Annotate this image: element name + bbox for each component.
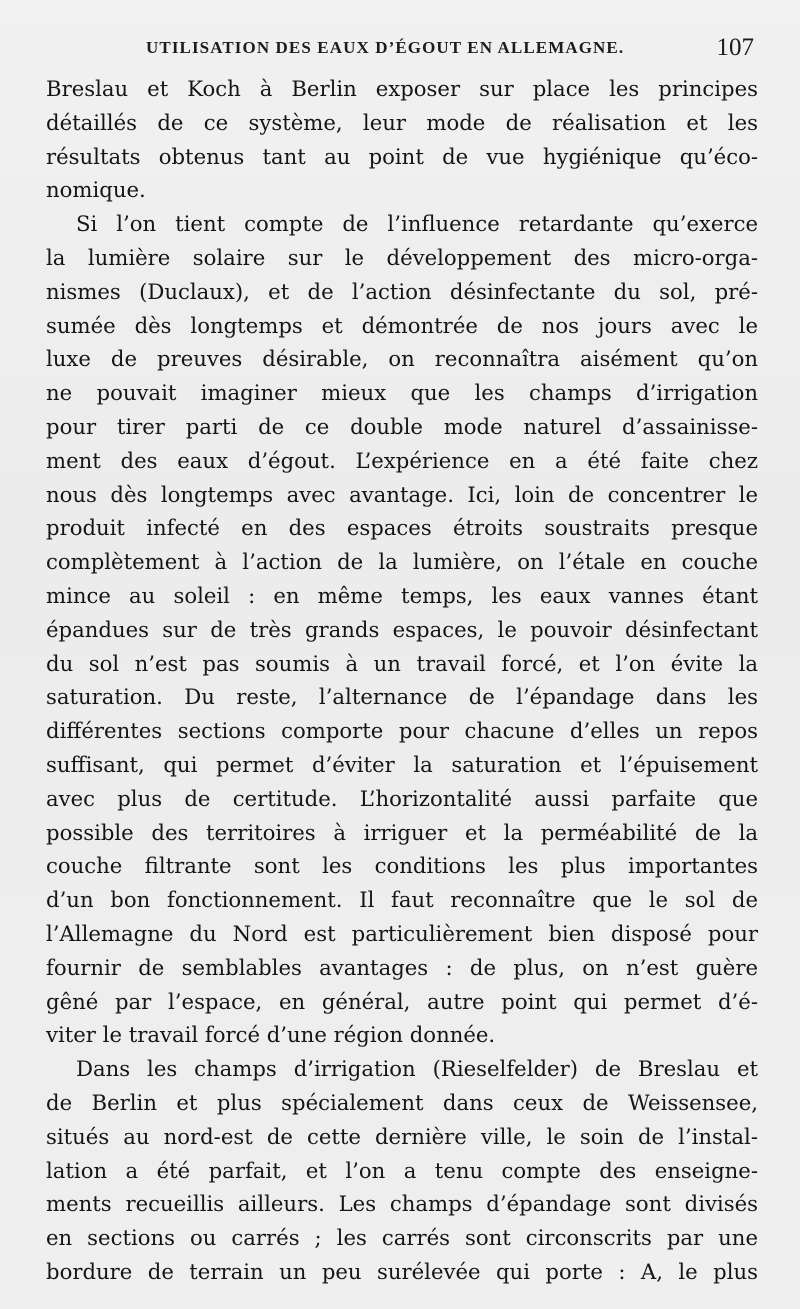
- text-line: épandues sur de très grands espaces, le pouvoir désinfectant: [46, 616, 758, 642]
- text-line: bordure de terrain un peu surélevée qui porte : A, le plus: [46, 1258, 758, 1284]
- text-line: Breslau et Koch à Berlin exposer sur place les principes: [46, 76, 758, 101]
- text-line: gêné par l’espace, en général, autre point qui permet d’é-: [46, 988, 758, 1014]
- text-line: résultats obtenus tant au point de vue hygiénique qu’éco-: [46, 143, 758, 169]
- text-line: Dans les champs d’irrigation (Rieselfelder) de Breslau et: [76, 1056, 758, 1082]
- text-line: du sol n’est pas soumis à un travail forcé, et l’on évite la: [46, 650, 758, 676]
- text-line: de Berlin et plus spécialement dans ceux de Weissensee,: [46, 1089, 758, 1115]
- page-header: [0, 34, 800, 66]
- text-line: luxe de preuves désirable, on reconnaîtra aisément qu’on: [46, 346, 758, 372]
- text-line: l’Allemagne du Nord est particulièrement bien disposé pour: [46, 920, 758, 946]
- text-line: pour tirer parti de ce double mode naturel d’assainisse-: [46, 413, 758, 439]
- text-line: ments recueillis ailleurs. Les champs d’épandage sont divisés: [46, 1191, 758, 1217]
- text-line: ment des eaux d’égout. L’expérience en a été faite chez: [46, 447, 758, 473]
- page-number: 107: [716, 34, 754, 61]
- text-line: complètement à l’action de la lumière, on l’étale en couche: [46, 549, 758, 575]
- text-line: nous dès longtemps avec avantage. Ici, loin de concentrer le: [46, 481, 758, 507]
- text-line: couche filtrante sont les conditions les plus importantes: [46, 853, 758, 879]
- body-text: [46, 72, 758, 1289]
- text-line: sumée dès longtemps et démontrée de nos jours avec le: [46, 312, 758, 338]
- text-line: situés au nord-est de cette dernière ville, le soin de l’instal-: [46, 1123, 758, 1149]
- text-line: mince au soleil : en même temps, les eaux vannes étant: [46, 582, 758, 608]
- text-line: différentes sections comporte pour chacune d’elles un repos: [46, 718, 758, 744]
- text-line: d’un bon fonctionnement. Il faut reconnaître que le sol de: [46, 887, 758, 913]
- text-line: nomique.: [46, 177, 146, 203]
- text-line: produit infecté en des espaces étroits soustraits presque: [46, 515, 758, 541]
- text-line: la lumière solaire sur le développement des micro-orga-: [46, 244, 758, 270]
- text-line: fournir de semblables avantages : de plus, on n’est guère: [46, 954, 758, 980]
- text-line: possible des territoires à irriguer et la perméabilité de la: [46, 819, 758, 845]
- text-line: suffisant, qui permet d’éviter la saturation et l’épuisement: [46, 751, 758, 777]
- text-line: nismes (Duclaux), et de l’action désinfectante du sol, pré-: [46, 278, 758, 304]
- text-line: Si l’on tient compte de l’influence retardante qu’exerce: [76, 211, 758, 237]
- running-head: UTILISATION DES EAUX D’ÉGOUT EN ALLEMAGNE.: [146, 38, 625, 57]
- text-line: saturation. Du reste, l’alternance de l’épandage dans les: [46, 684, 758, 710]
- text-line: lation a été parfait, et l’on a tenu compte des enseigne-: [46, 1157, 758, 1183]
- text-line: ne pouvait imaginer mieux que les champs d’irrigation: [46, 380, 758, 406]
- text-line: avec plus de certitude. L’horizontalité aussi parfaite que: [46, 785, 758, 811]
- text-line: en sections ou carrés ; les carrés sont circonscrits par une: [46, 1225, 758, 1251]
- text-line: détaillés de ce système, leur mode de réalisation et les: [46, 109, 758, 135]
- text-line: viter le travail forcé d’une région donnée.: [46, 1022, 496, 1048]
